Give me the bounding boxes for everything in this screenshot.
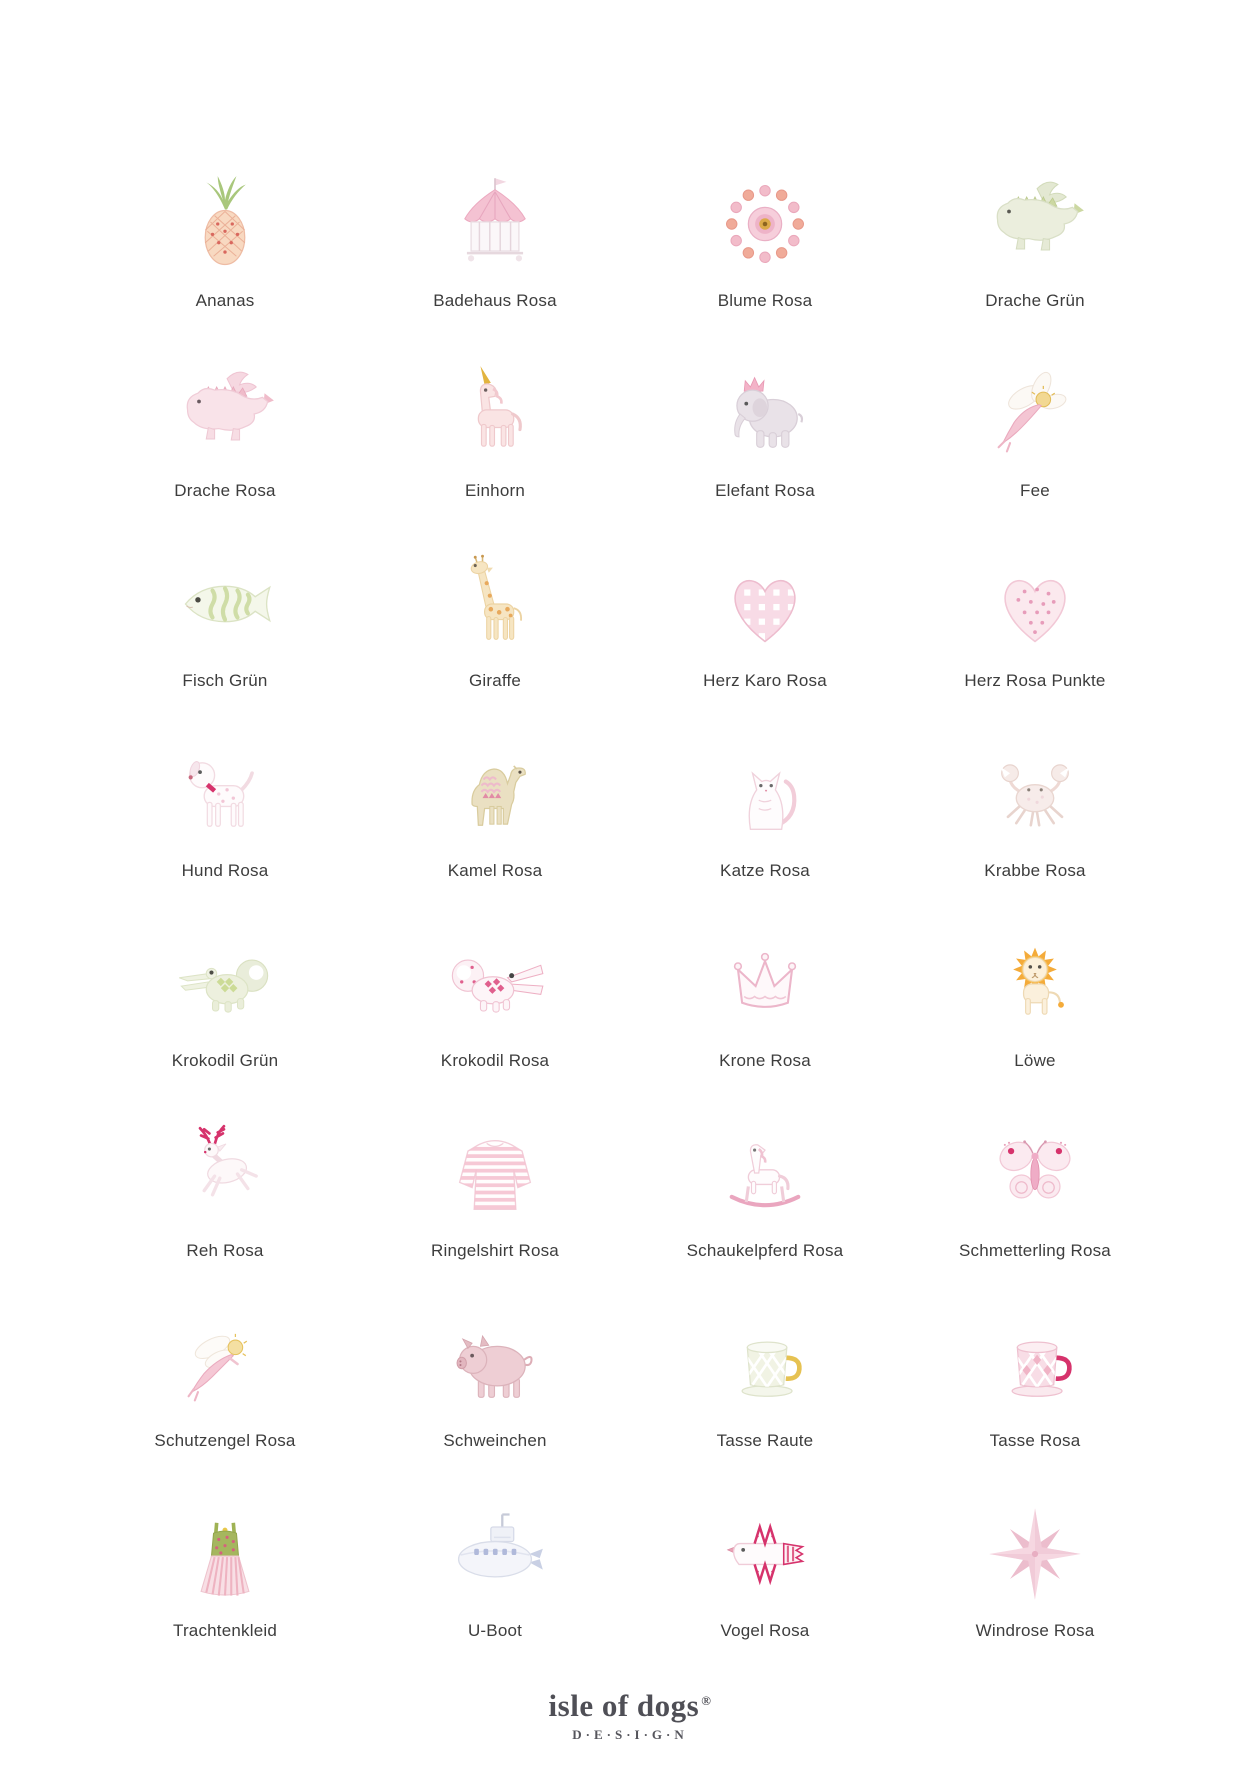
motif-cell-windrose xyxy=(900,1454,1170,1644)
motif-label: Herz Rosa Punkte xyxy=(964,671,1106,690)
motif-label: Ananas xyxy=(195,291,255,310)
motif-cell-badehaus xyxy=(360,124,630,314)
motif-label: U-Boot xyxy=(467,1621,523,1640)
motif-label: Krokodil Rosa xyxy=(440,1051,550,1070)
motif-cell-krabbe xyxy=(900,694,1170,884)
motif-cell-schmetterling xyxy=(900,1074,1170,1264)
motif-cell-schweinchen xyxy=(360,1264,630,1454)
pineapple-icon xyxy=(173,172,277,276)
motif-cell-drache-rosa xyxy=(90,314,360,504)
motif-cell-giraffe xyxy=(360,504,630,694)
motif-label: Vogel Rosa xyxy=(720,1621,810,1640)
motif-label: Kamel Rosa xyxy=(447,861,543,880)
motif-label: Fee xyxy=(1020,481,1050,500)
teacup-diamond-icon xyxy=(713,1312,817,1416)
motif-cell-krokodil-rosa xyxy=(360,884,630,1074)
motif-cell-loewe xyxy=(900,884,1170,1074)
motif-label: Hund Rosa xyxy=(181,861,269,880)
motif-label: Reh Rosa xyxy=(186,1241,264,1260)
motif-label: Katze Rosa xyxy=(720,861,810,880)
unicorn-icon xyxy=(443,362,547,466)
motif-label: Löwe xyxy=(1014,1051,1056,1070)
motif-cell-uboot xyxy=(360,1454,630,1644)
motif-label: Drache Grün xyxy=(985,291,1085,310)
motif-label: Schweinchen xyxy=(443,1431,547,1450)
brand-logo xyxy=(0,1688,1260,1743)
motif-cell-herz-karo xyxy=(630,504,900,694)
brand-subtitle: D·E·S·I·G·N xyxy=(572,1727,688,1742)
motif-label: Giraffe xyxy=(468,671,522,690)
motif-cell-elefant xyxy=(630,314,900,504)
motif-cell-tasse-rosa xyxy=(900,1264,1170,1454)
motif-label: Trachtenkleid xyxy=(172,1621,278,1640)
motif-grid xyxy=(90,0,1170,1644)
butterfly-icon xyxy=(983,1122,1087,1226)
motif-label: Tasse Raute xyxy=(716,1431,814,1450)
motif-cell-blume xyxy=(630,124,900,314)
motif-label: Krokodil Grün xyxy=(171,1051,279,1070)
motif-cell-schaukelpferd xyxy=(630,1074,900,1264)
motif-label: Tasse Rosa xyxy=(989,1431,1081,1450)
rocking-horse-icon xyxy=(713,1122,817,1226)
guardian-angel-icon xyxy=(173,1312,277,1416)
heart-dots-icon xyxy=(983,552,1087,656)
crab-icon xyxy=(983,742,1087,846)
motif-cell-drache-gruen xyxy=(900,124,1170,314)
motif-label: Drache Rosa xyxy=(174,481,276,500)
teacup-pink-icon xyxy=(983,1312,1087,1416)
motif-cell-krokodil-gruen xyxy=(90,884,360,1074)
bird-icon xyxy=(713,1502,817,1606)
camel-icon xyxy=(443,742,547,846)
motif-label: Elefant Rosa xyxy=(715,481,815,500)
motif-label: Blume Rosa xyxy=(717,291,813,310)
motif-label: Ringelshirt Rosa xyxy=(431,1241,559,1260)
motif-label: Schmetterling Rosa xyxy=(959,1241,1111,1260)
brand-text: isle of dogs xyxy=(548,1688,700,1723)
motif-label: Schutzengel Rosa xyxy=(154,1431,296,1450)
motif-label: Krone Rosa xyxy=(719,1051,811,1070)
crocodile-green-icon xyxy=(173,932,277,1036)
motif-cell-schutzengel xyxy=(90,1264,360,1454)
compass-rose-icon xyxy=(983,1502,1087,1606)
deer-icon xyxy=(173,1122,277,1226)
fish-green-icon xyxy=(173,552,277,656)
giraffe-icon xyxy=(443,552,547,656)
motif-cell-krone xyxy=(630,884,900,1074)
brand-name xyxy=(0,1688,1260,1724)
dog-icon xyxy=(173,742,277,846)
registered-mark: ® xyxy=(701,1692,712,1708)
striped-shirt-icon xyxy=(443,1122,547,1226)
motif-cell-reh xyxy=(90,1074,360,1264)
motif-cell-fee xyxy=(900,314,1170,504)
motif-label: Badehaus Rosa xyxy=(433,291,557,310)
fairy-icon xyxy=(983,362,1087,466)
cat-icon xyxy=(713,742,817,846)
bathhouse-icon xyxy=(443,172,547,276)
motif-cell-katze xyxy=(630,694,900,884)
pig-icon xyxy=(443,1312,547,1416)
heart-gingham-icon xyxy=(713,552,817,656)
motif-cell-tasse-raute xyxy=(630,1264,900,1454)
motif-cell-fisch xyxy=(90,504,360,694)
motif-cell-einhorn xyxy=(360,314,630,504)
dirndl-dress-icon xyxy=(173,1502,277,1606)
elephant-icon xyxy=(713,362,817,466)
lion-icon xyxy=(983,932,1087,1036)
motif-label: Herz Karo Rosa xyxy=(703,671,827,690)
motif-cell-trachtenkleid xyxy=(90,1454,360,1644)
motif-cell-hund xyxy=(90,694,360,884)
motif-cell-ananas xyxy=(90,124,360,314)
dragon-green-icon xyxy=(983,172,1087,276)
motif-cell-ringelshirt xyxy=(360,1074,630,1264)
flower-icon xyxy=(713,172,817,276)
motif-label: Einhorn xyxy=(465,481,525,500)
motif-label: Krabbe Rosa xyxy=(984,861,1086,880)
motif-cell-kamel xyxy=(360,694,630,884)
crocodile-pink-icon xyxy=(443,932,547,1036)
motif-cell-herz-punkte xyxy=(900,504,1170,694)
submarine-icon xyxy=(443,1502,547,1606)
motif-label: Fisch Grün xyxy=(182,671,268,690)
crown-icon xyxy=(713,932,817,1036)
motif-label: Windrose Rosa xyxy=(975,1621,1095,1640)
motif-cell-vogel xyxy=(630,1454,900,1644)
dragon-pink-icon xyxy=(173,362,277,466)
motif-label: Schaukelpferd Rosa xyxy=(686,1241,844,1260)
